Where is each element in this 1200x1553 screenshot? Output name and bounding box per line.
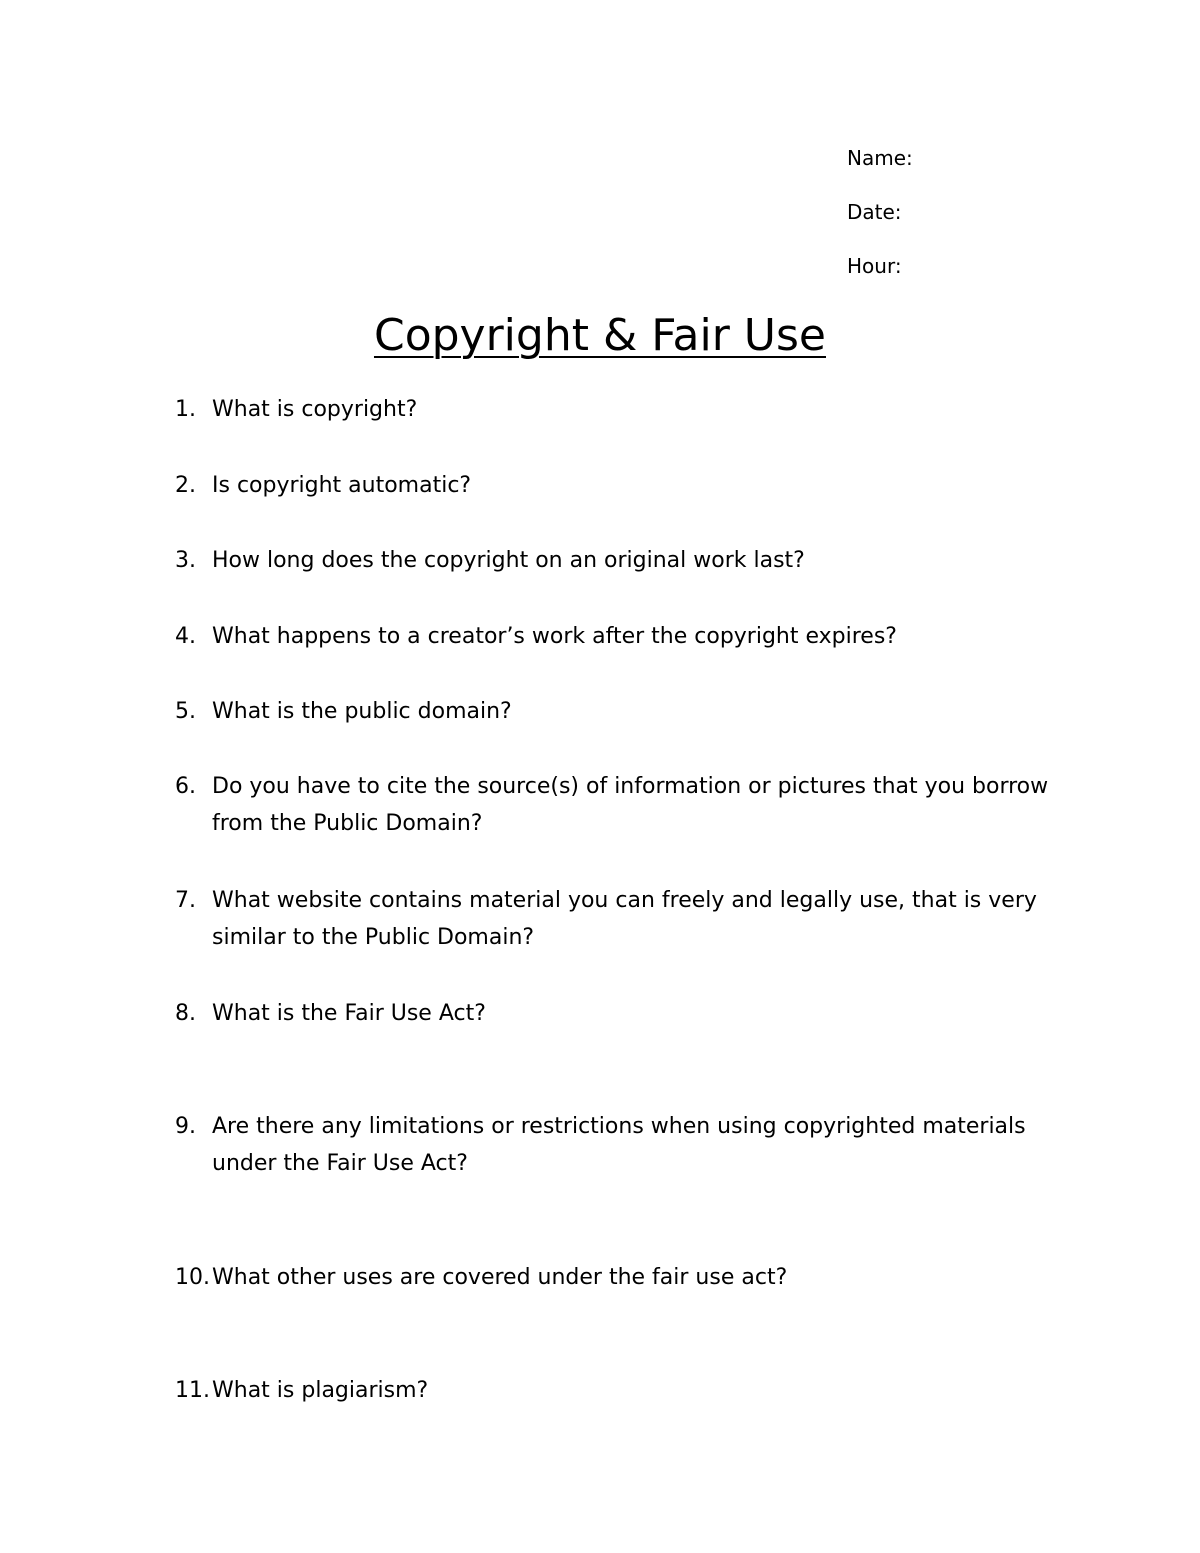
- question-number: 2.: [175, 473, 196, 498]
- question-item: [175, 467, 1075, 504]
- question-number: 11.: [175, 1378, 210, 1403]
- question-text: What is copyright?: [212, 397, 418, 422]
- question-number: 6.: [175, 774, 196, 799]
- question-item: [175, 693, 1075, 730]
- question-item: [175, 768, 1075, 842]
- question-text: What is the public domain?: [212, 699, 512, 724]
- worksheet-title-text: Copyright & Fair Use: [373, 310, 826, 361]
- worksheet-title: [0, 308, 1200, 364]
- question-text: Is copyright automatic?: [212, 473, 472, 498]
- question-text: Are there any limitations or restrictions when using copyrighted materials under the Fair Use Act?: [212, 1114, 1026, 1176]
- question-text: What happens to a creator’s work after the copyright expires?: [212, 624, 897, 649]
- question-item: [175, 1108, 1075, 1182]
- question-text: What website contains material you can freely and legally use, that is very similar to the Public Domain?: [212, 888, 1037, 950]
- question-number: 1.: [175, 397, 196, 422]
- question-number: 9.: [175, 1114, 196, 1139]
- question-number: 10.: [175, 1265, 210, 1290]
- hour-label: Hour:: [847, 254, 902, 278]
- question-number: 7.: [175, 888, 196, 913]
- student-info-fields: [847, 145, 913, 307]
- date-label: Date:: [847, 200, 902, 224]
- question-text: How long does the copyright on an original work last?: [212, 548, 805, 573]
- question-text: Do you have to cite the source(s) of information or pictures that you borrow from the Public Domain?: [212, 774, 1049, 836]
- question-item: [175, 542, 1075, 579]
- question-text: What is plagiarism?: [212, 1378, 429, 1403]
- question-number: 3.: [175, 548, 196, 573]
- question-item: [175, 995, 1075, 1032]
- question-number: 5.: [175, 699, 196, 724]
- question-number: 4.: [175, 624, 196, 649]
- question-number: 8.: [175, 1001, 196, 1026]
- question-item: [175, 1372, 1075, 1409]
- question-item: [175, 391, 1075, 428]
- question-item: [175, 882, 1075, 956]
- question-item: [175, 1259, 1075, 1296]
- question-text: What is the Fair Use Act?: [212, 1001, 486, 1026]
- question-text: What other uses are covered under the fair use act?: [212, 1265, 788, 1290]
- name-label: Name:: [847, 146, 913, 170]
- question-item: [175, 618, 1075, 655]
